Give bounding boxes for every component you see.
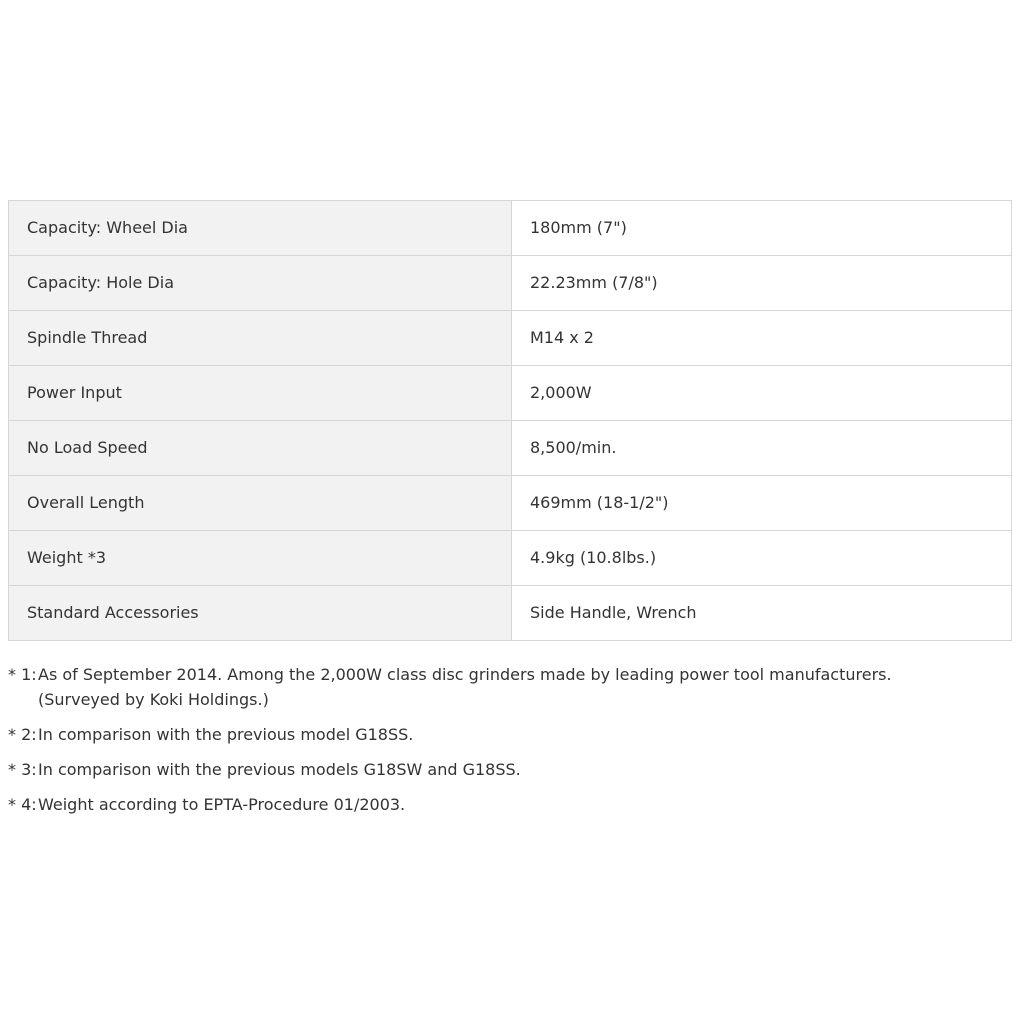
spec-label: Capacity: Wheel Dia xyxy=(9,201,512,256)
specifications-table xyxy=(8,200,1012,641)
footnote-marker: * 4: xyxy=(8,795,37,814)
footnote xyxy=(8,722,968,747)
table-row xyxy=(9,366,1012,421)
spec-value: 469mm (18-1/2") xyxy=(512,476,1012,531)
spec-label: Standard Accessories xyxy=(9,586,512,641)
footnote xyxy=(8,757,968,782)
spec-value: M14 x 2 xyxy=(512,311,1012,366)
spec-value: 8,500/min. xyxy=(512,421,1012,476)
spec-value: 180mm (7") xyxy=(512,201,1012,256)
footnote-text: Weight according to EPTA-Procedure 01/2003. xyxy=(38,795,406,814)
footnote-text: In comparison with the previous model G18SS. xyxy=(38,725,414,744)
spec-value: Side Handle, Wrench xyxy=(512,586,1012,641)
table-row xyxy=(9,256,1012,311)
footnote xyxy=(8,792,968,817)
spec-label: Power Input xyxy=(9,366,512,421)
spec-label: Overall Length xyxy=(9,476,512,531)
footnote-text: As of September 2014. Among the 2,000W class disc grinders made by leading power tool manufacturers. (Surveyed by Koki Holdings.) xyxy=(38,665,892,709)
footnote-marker: * 3: xyxy=(8,760,37,779)
table-row xyxy=(9,311,1012,366)
table-row xyxy=(9,476,1012,531)
spec-label: Spindle Thread xyxy=(9,311,512,366)
spec-label: Weight *3 xyxy=(9,531,512,586)
footnote xyxy=(8,662,968,712)
spec-value: 22.23mm (7/8") xyxy=(512,256,1012,311)
spec-value: 4.9kg (10.8lbs.) xyxy=(512,531,1012,586)
spec-label: No Load Speed xyxy=(9,421,512,476)
table-row xyxy=(9,421,1012,476)
spec-label: Capacity: Hole Dia xyxy=(9,256,512,311)
footnotes xyxy=(8,662,968,827)
spec-value: 2,000W xyxy=(512,366,1012,421)
footnote-marker: * 1: xyxy=(8,665,37,684)
footnote-text: In comparison with the previous models G18SW and G18SS. xyxy=(38,760,521,779)
footnote-marker: * 2: xyxy=(8,725,37,744)
table-row xyxy=(9,586,1012,641)
table-row xyxy=(9,201,1012,256)
table-row xyxy=(9,531,1012,586)
